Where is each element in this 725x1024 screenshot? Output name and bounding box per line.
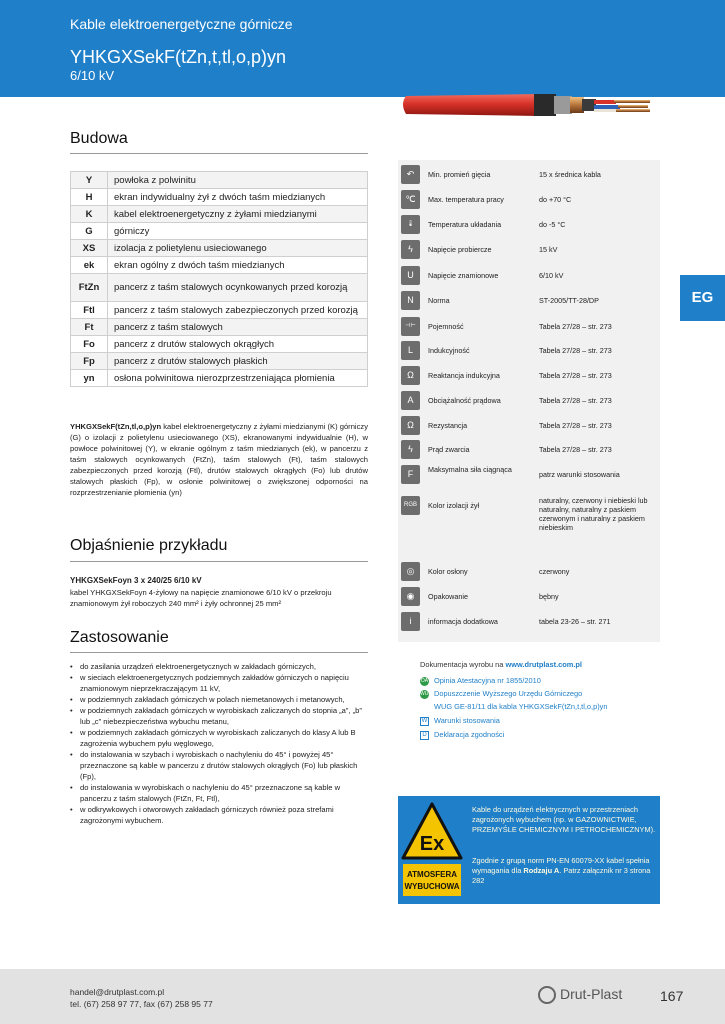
desc-cell: ekran indywidualny żył z dwóch taśm miedzianych bbox=[108, 189, 368, 206]
parameter-label: Indukcyjność bbox=[428, 346, 470, 355]
parameter-label: Kolor osłony bbox=[428, 567, 468, 576]
description-text: kabel elektroenergetyczny z żyłami miedzianymi (K) górniczy (G) o izolacji z polietylenu usieciowanego (XS), ekranowanymi indywidualnie (H), w powłoce polwinitowej (Y), w ekranie ogólnym z taśm miedzianych (ek), w pancerzu z taśm stalowych ocynkowanych (FtZn), taśm stalowych (Ft), taśm stalowych zabezpieczonych przed korozją (Ftl), drutów stalowych okrągłych (Fo) lub drutów stalowych płaskich (Fp), w osłonie polwinitowej o zwiększonej odporności na rozprzestrzenianie płomienia (yn) bbox=[70, 422, 368, 497]
table-row bbox=[71, 370, 368, 387]
desc-cell: izolacja z polietylenu usieciowanego bbox=[108, 240, 368, 257]
atex-box bbox=[398, 796, 660, 904]
code-cell: ek bbox=[71, 257, 108, 274]
doc-declaration-link[interactable]: D Deklaracja zgodności bbox=[420, 730, 504, 740]
doc-opinion-link[interactable]: OA Opinia Atestacyjna nr 1855/2010 bbox=[420, 676, 541, 685]
desc-cell: kabel elektroenergetyczny z żyłami miedzianymi bbox=[108, 206, 368, 223]
code-cell: Ftl bbox=[71, 302, 108, 319]
rated-voltage-icon: U bbox=[401, 266, 420, 285]
application-list bbox=[70, 661, 370, 826]
parameter-value: ST-2005/TT-28/DP bbox=[539, 296, 599, 305]
parameter-label: Norma bbox=[428, 296, 450, 305]
list-item: • w odkrywkowych i otworowych zakładach górniczych również poza strefami zagrożonymi wybuchem. bbox=[70, 804, 370, 826]
code-cell: K bbox=[71, 206, 108, 223]
category-title: Kable elektroenergetyczne górnicze bbox=[70, 16, 293, 32]
email[interactable]: handel@drutplast.com.pl bbox=[70, 987, 165, 997]
parameter-value: czerwony bbox=[539, 567, 570, 576]
parameter-value: 15 x średnica kabla bbox=[539, 170, 601, 179]
parameter-label: Rezystancja bbox=[428, 421, 468, 430]
laying-temperature-icon: 🌡 bbox=[401, 215, 420, 234]
doc-approval-number: WUG GE-81/11 dla kabla YHKGXSekF(tZn,t,tl,o,p)yn bbox=[434, 702, 608, 711]
section-tab-eg: EG bbox=[680, 275, 725, 321]
declaration-icon: D bbox=[420, 731, 429, 740]
desc-cell: pancerz z drutów stalowych okrągłych bbox=[108, 336, 368, 353]
example-text: kabel YHKGXSekFoyn 4-żyłowy na napięcie znamionowe 6/10 kV o przekroju znamionowym żył roboczych 240 mm² i żyły ochronnej 25 mm² bbox=[70, 588, 332, 608]
pulling-force-icon: F bbox=[401, 465, 420, 484]
doc-conditions-link[interactable]: W Warunki stosowania bbox=[421, 716, 500, 725]
code-cell: FtZn bbox=[71, 274, 108, 302]
parameter-value: Tabela 27/28 – str. 273 bbox=[539, 445, 612, 454]
table-row bbox=[71, 336, 368, 353]
table-row bbox=[71, 274, 368, 302]
standard-icon: N bbox=[401, 291, 420, 310]
desc-cell: ekran ogólny z dwóch taśm miedzianych bbox=[108, 257, 368, 274]
contact-info bbox=[70, 986, 213, 1010]
cable-illustration bbox=[398, 82, 658, 132]
table-row bbox=[71, 172, 368, 189]
sheath-color-icon: ◎ bbox=[401, 562, 420, 581]
resistance-icon: Ω bbox=[401, 416, 420, 435]
parameter-label: informacja dodatkowa bbox=[428, 617, 498, 626]
parameter-value: bębny bbox=[539, 592, 559, 601]
parameter-value: naturalny, czerwony i niebieski lub naturalny, naturalny z paskiem czerwonym i naturalny z paskiem niebieskim bbox=[539, 496, 648, 532]
atex-text: Kable do urządzeń elektrycznych w przestrzeniach zagrożonych wybuchem (np. w GAZOWNICTWIE, PRZEMYŚLE CHEMICZNYM I PETROCHEMICZNYM). bbox=[472, 805, 656, 834]
parameter-value: 6/10 kV bbox=[539, 271, 564, 280]
desc-cell: powłoka z polwinitu bbox=[108, 172, 368, 189]
page-footer bbox=[0, 969, 725, 1024]
info-icon: i bbox=[401, 612, 420, 631]
table-row bbox=[71, 206, 368, 223]
zastosowanie-heading: Zastosowanie bbox=[70, 629, 169, 646]
table-row bbox=[71, 257, 368, 274]
list-item: • do instalowania w szybach i wyrobiskach o nachyleniu do 45° i powyżej 45° przeznaczone są kable w pancerzu z drutów stalowych okrągłych (Fo) lub płaskich (Fp), bbox=[70, 749, 370, 782]
product-voltage: 6/10 kV bbox=[70, 68, 115, 83]
parameter-label: Opakowanie bbox=[428, 592, 468, 601]
company-logo: Drut-Plast bbox=[538, 986, 622, 1004]
table-row bbox=[71, 223, 368, 240]
website-link[interactable]: www.drutplast.com.pl bbox=[505, 660, 582, 669]
phone-fax: tel. (67) 258 97 77, fax (67) 258 95 77 bbox=[70, 999, 213, 1009]
parameter-value: Tabela 27/28 – str. 273 bbox=[539, 371, 612, 380]
parameter-label: Pojemność bbox=[428, 322, 464, 331]
packaging-icon: ◉ bbox=[401, 587, 420, 606]
parameter-label: Obciążalność prądowa bbox=[428, 396, 501, 405]
table-row bbox=[71, 319, 368, 336]
table-row bbox=[71, 189, 368, 206]
svg-text:Ex: Ex bbox=[419, 833, 445, 855]
list-item: • w podziemnych zakładach górniczych w wyrobiskach zaliczanych do stopnia „a”, „b” lub „c” niebezpieczeństwa wybuchu metanu, bbox=[70, 705, 370, 727]
table-row bbox=[71, 302, 368, 319]
page-number: 167 bbox=[660, 988, 684, 1004]
code-cell: Fo bbox=[71, 336, 108, 353]
example-divider bbox=[70, 561, 368, 562]
wug-badge-icon: WUG bbox=[420, 690, 433, 697]
zastosowanie-divider bbox=[70, 652, 368, 653]
capacitance-icon: ⊣⊢ bbox=[401, 317, 420, 336]
parameter-value: Tabela 27/28 – str. 273 bbox=[539, 396, 612, 405]
list-item: • w sieciach elektroenergetycznych podziemnych zakładów górniczych o napięciu znamionowym nieprzekraczającym 11 kV, bbox=[70, 672, 370, 694]
parameter-label: Prąd zwarcia bbox=[428, 445, 470, 454]
budowa-divider bbox=[70, 153, 368, 154]
parameter-label: Kolor izolacji żył bbox=[428, 501, 480, 510]
reactance-icon: Ω bbox=[401, 366, 420, 385]
desc-cell: górniczy bbox=[108, 223, 368, 240]
code-cell: Ft bbox=[71, 319, 108, 336]
bend-radius-icon: ↶ bbox=[401, 165, 420, 184]
inductance-icon: L bbox=[401, 341, 420, 360]
svg-text:WYBUCHOWA: WYBUCHOWA bbox=[404, 882, 460, 891]
description-bold: YHKGXSekF(tZn,tl,o,p)yn bbox=[70, 422, 162, 431]
max-temperature-icon: ℃ bbox=[401, 190, 420, 209]
parameter-value: 15 kV bbox=[539, 245, 558, 254]
parameter-label: Reaktancja indukcyjna bbox=[428, 371, 500, 380]
parameter-label: Napięcie znamionowe bbox=[428, 271, 499, 280]
parameter-value: Tabela 27/28 – str. 273 bbox=[539, 421, 612, 430]
code-cell: H bbox=[71, 189, 108, 206]
code-cell: yn bbox=[71, 370, 108, 387]
parameter-value: tabela 23-26 – str. 271 bbox=[539, 617, 611, 626]
parameter-label: Temperatura układania bbox=[428, 220, 502, 229]
product-description bbox=[70, 421, 368, 498]
parameter-label: Min. promień gięcia bbox=[428, 170, 491, 179]
parameter-label: Napięcie probiercze bbox=[428, 245, 492, 254]
example-name: YHKGXSekFoyn 3 x 240/25 6/10 kV bbox=[70, 576, 202, 585]
product-title: YHKGXSekF(tZn,t,tl,o,p)yn bbox=[70, 47, 287, 67]
parameters-panel bbox=[398, 160, 660, 642]
explosive-atmosphere-sign-icon bbox=[401, 800, 463, 900]
short-circuit-current-icon: ϟ bbox=[401, 440, 420, 459]
code-cell: Y bbox=[71, 172, 108, 189]
parameter-value: Tabela 27/28 – str. 273 bbox=[539, 346, 612, 355]
example-heading: Objaśnienie przykładu bbox=[70, 537, 228, 554]
list-item: • do instalowania w wyrobiskach o nachyleniu do 45° przeznaczone są kable w pancerzu z taśm stalowych (FtZn, Ft, Ftl), bbox=[70, 782, 370, 804]
test-voltage-icon: ϟ bbox=[401, 240, 420, 259]
parameter-value: patrz warunki stosowania bbox=[539, 470, 620, 479]
logo-mark-icon bbox=[538, 986, 556, 1004]
list-item: • do zasilania urządzeń elektroenergetycznych w zakładach górniczych, bbox=[70, 661, 370, 672]
opinion-badge-icon: OA bbox=[420, 677, 429, 684]
conditions-icon: W bbox=[421, 717, 428, 724]
desc-cell: osłona polwinitowa nierozprzestrzeniająca płomienia bbox=[108, 370, 368, 387]
desc-cell: pancerz z drutów stalowych płaskich bbox=[108, 353, 368, 370]
parameter-value: Tabela 27/28 – str. 273 bbox=[539, 322, 612, 331]
list-item: • w podziemnych zakładach górniczych w wyrobiskach zaliczanych do klasy A lub B zagrożenia wybuchem pyłu węglowego, bbox=[70, 727, 370, 749]
current-capacity-icon: A bbox=[401, 391, 420, 410]
atex-norm-text: Zgodnie z grupą norm PN-EN 60079-XX kabel spełnia wymagania dla Rodzaju A. Patrz załącznik nr 3 strona 282 bbox=[472, 856, 651, 885]
code-cell: Fp bbox=[71, 353, 108, 370]
code-cell: G bbox=[71, 223, 108, 240]
desc-cell: pancerz z taśm stalowych zabezpieczonych przed korozją bbox=[108, 302, 368, 319]
table-row bbox=[71, 240, 368, 257]
parameter-value: do +70 °C bbox=[539, 195, 572, 204]
budowa-heading: Budowa bbox=[70, 130, 128, 147]
code-cell: XS bbox=[71, 240, 108, 257]
doc-approval-link[interactable]: WUG Dopuszczenie Wyższego Urzędu Górniczego bbox=[420, 689, 583, 698]
documentation-title: Dokumentacja wyrobu na www.drutplast.com.pl bbox=[420, 660, 582, 669]
parameter-value: do -5 °C bbox=[539, 220, 566, 229]
core-color-icon: RGB bbox=[401, 496, 420, 515]
parameter-label: Maksymalna siła ciągnąca bbox=[428, 465, 512, 474]
table-row bbox=[71, 353, 368, 370]
construction-table bbox=[70, 171, 368, 387]
list-item: • w podziemnych zakładach górniczych w polach niemetanowych i metanowych, bbox=[70, 694, 370, 705]
desc-cell: pancerz z taśm stalowych ocynkowanych przed korozją bbox=[108, 274, 368, 302]
desc-cell: pancerz z taśm stalowych bbox=[108, 319, 368, 336]
svg-text:ATMOSFERA: ATMOSFERA bbox=[406, 870, 458, 879]
parameter-label: Max. temperatura pracy bbox=[428, 195, 504, 204]
